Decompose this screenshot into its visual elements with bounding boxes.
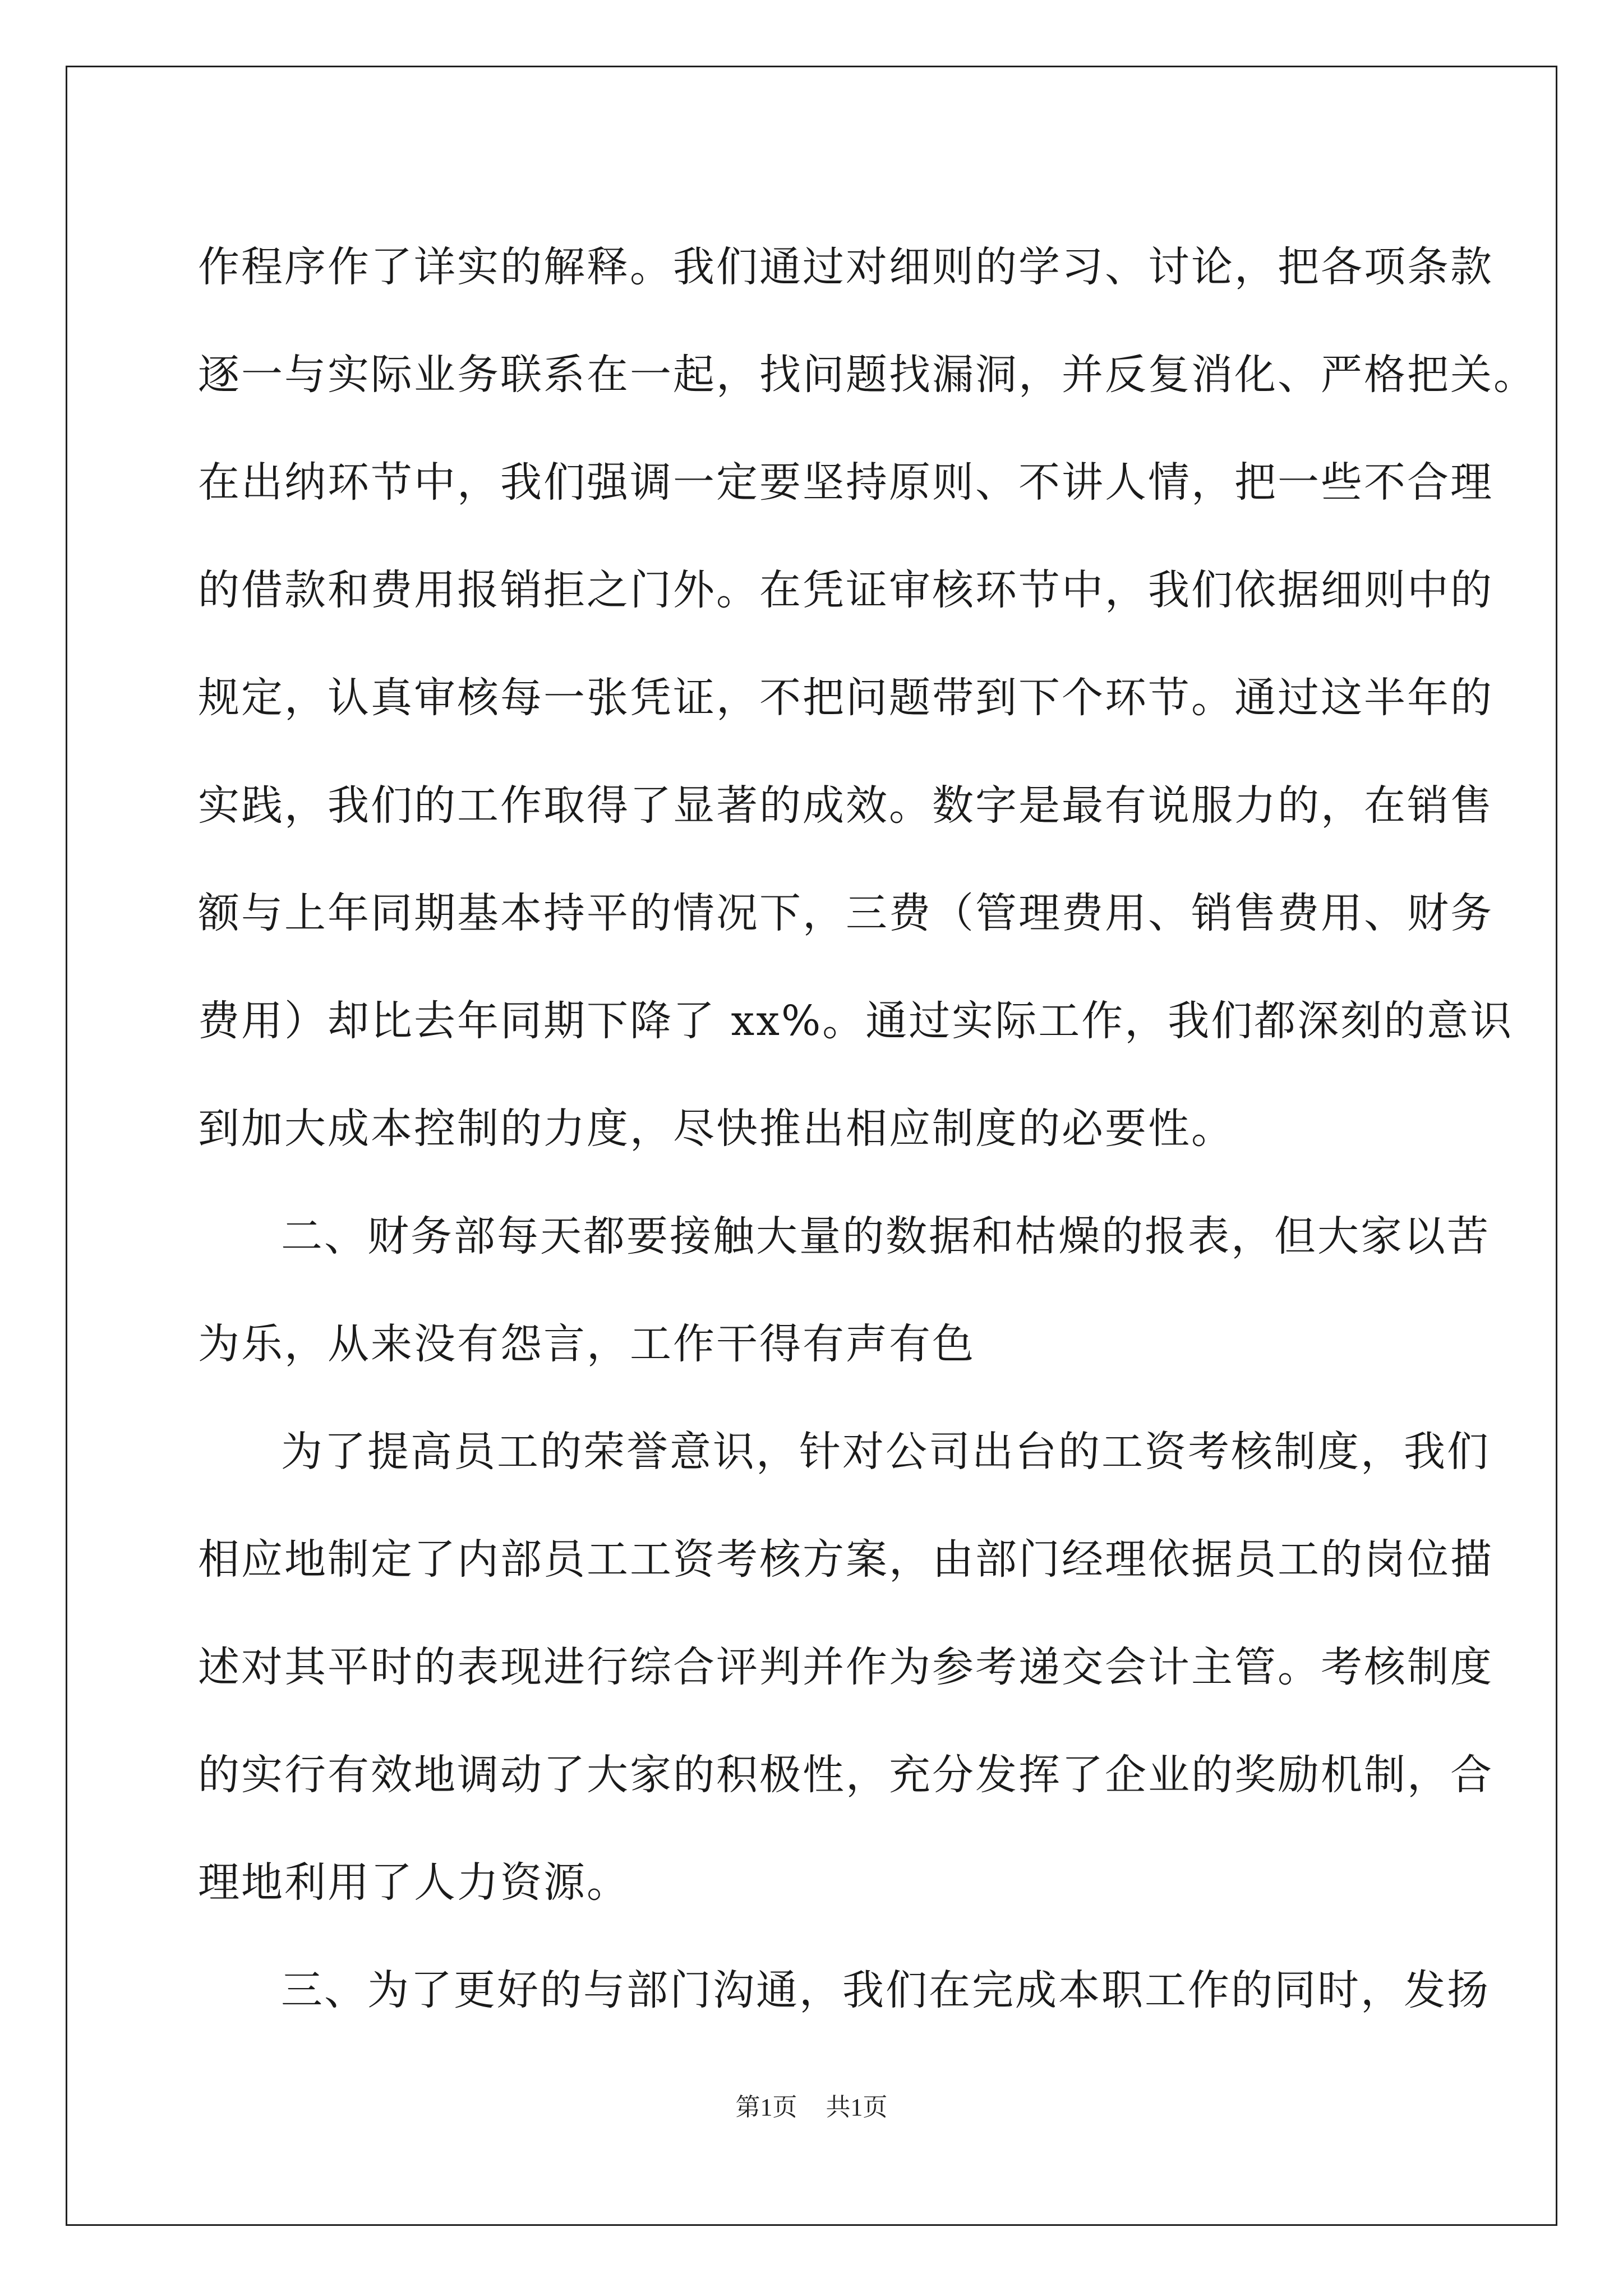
text-line: 相应地制定了内部员工工资考核方案，由部门经理依据员工的岗位描 [198,1535,1493,1584]
text-line: 述对其平时的表现进行综合评判并作为参考递交会计主管。考核制度 [198,1643,1493,1691]
text-line: 到加大成本控制的力度，尽快推出相应制度的必要性。 [198,1105,1234,1153]
page-footer [0,2087,1623,2123]
text-line: 作程序作了详实的解释。我们通过对细则的学习、讨论，把各项条款 [198,243,1493,291]
document-body [198,213,1537,2044]
text-line: 规定，认真审核每一张凭证，不把问题带到下个环节。通过这半年的 [198,674,1493,722]
text-line: 逐一与实际业务联系在一起，找问题找漏洞，并反复消化、严格把关。 [198,351,1537,399]
text-line: 实践，我们的工作取得了显著的成效。数字是最有说服力的，在销售 [198,781,1493,830]
text-line: 为乐，从来没有怨言，工作干得有声有色 [198,1320,975,1368]
text-line: 费用）却比去年同期下降了 xx%。通过实际工作，我们都深刻的意识 [198,997,1514,1045]
text-line: 二、财务部每天都要接触大量的数据和枯燥的报表，但大家以苦 [281,1212,1490,1260]
page-number: 第1页 [735,2093,797,2121]
text-line: 为了提高员工的荣誉意识，针对公司出台的工资考核制度，我们 [281,1428,1490,1476]
text-line: 在出纳环节中，我们强调一定要坚持原则、不讲人情，把一些不合理 [198,458,1493,507]
text-line: 理地利用了人力资源。 [198,1858,630,1907]
text-line: 三、为了更好的与部门沟通，我们在完成本职工作的同时，发扬 [281,1966,1490,2014]
text-line: 额与上年同期基本持平的情况下，三费（管理费用、销售费用、财务 [198,889,1493,937]
text-line: 的借款和费用报销拒之门外。在凭证审核环节中，我们依据细则中的 [198,566,1493,614]
page-total: 共1页 [826,2093,888,2121]
text-line: 的实行有效地调动了大家的积极性，充分发挥了企业的奖励机制，合 [198,1751,1493,1799]
